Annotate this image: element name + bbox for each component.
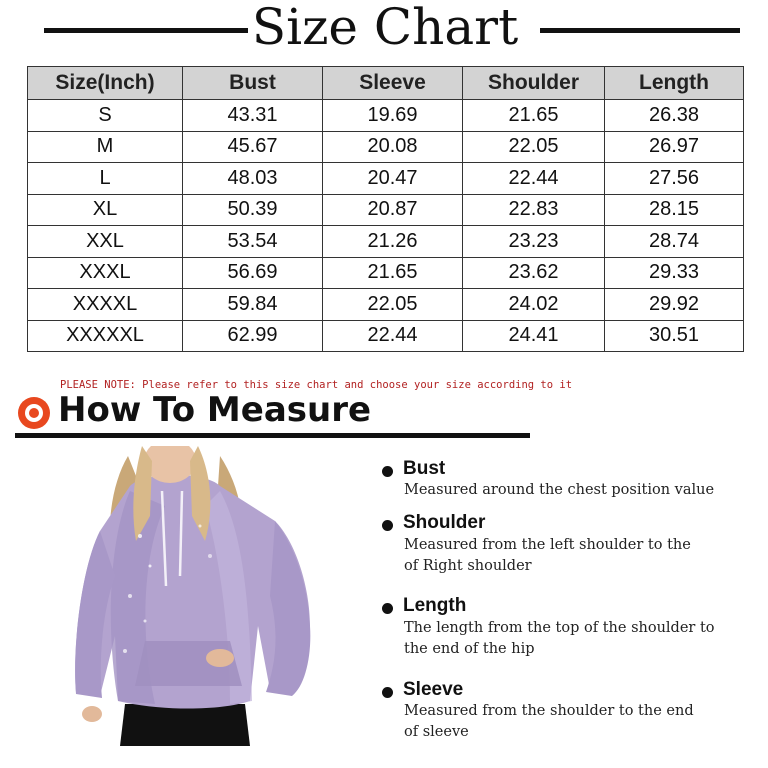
description-line: the end of the hip <box>404 641 535 657</box>
bullet-icon <box>382 466 393 477</box>
sleeve-cell: 22.44 <box>323 320 463 352</box>
shoulder-cell: 24.02 <box>463 289 605 321</box>
size-cell: M <box>28 131 183 163</box>
measure-description <box>404 618 734 660</box>
sleeve-cell: 20.87 <box>323 194 463 226</box>
column-header-size: Size(Inch) <box>28 67 183 100</box>
table-row <box>28 163 744 195</box>
size-chart-header <box>0 0 768 60</box>
length-cell: 30.51 <box>605 320 744 352</box>
bullet-icon <box>382 603 393 614</box>
column-header-sleeve: Sleeve <box>323 67 463 100</box>
bust-cell: 62.99 <box>183 320 323 352</box>
sleeve-cell: 20.47 <box>323 163 463 195</box>
title-rule-right <box>540 28 740 33</box>
bullet-icon <box>382 520 393 531</box>
column-header-shoulder: Shoulder <box>463 67 605 100</box>
measure-title: Bust <box>403 458 446 479</box>
sleeve-cell: 21.26 <box>323 226 463 258</box>
purple-hoodie-model-icon <box>70 446 315 746</box>
bust-cell: 59.84 <box>183 289 323 321</box>
size-cell: XXL <box>28 226 183 258</box>
column-header-bust: Bust <box>183 67 323 100</box>
size-table <box>27 66 744 352</box>
length-cell: 26.38 <box>605 100 744 132</box>
measure-title: Shoulder <box>403 512 486 533</box>
sleeve-cell: 20.08 <box>323 131 463 163</box>
size-note: PLEASE NOTE: Please refer to this size chart and choose your size according to it <box>60 379 573 391</box>
table-row <box>28 320 744 352</box>
section-title: How To Measure <box>58 390 372 430</box>
description-line: Measured from the shoulder to the end <box>404 703 694 719</box>
length-cell: 29.92 <box>605 289 744 321</box>
sleeve-cell: 19.69 <box>323 100 463 132</box>
description-line: of Right shoulder <box>404 558 532 574</box>
bust-cell: 56.69 <box>183 257 323 289</box>
table-row <box>28 289 744 321</box>
measure-title: Sleeve <box>403 679 464 700</box>
table-row <box>28 100 744 132</box>
description-line: The length from the top of the shoulder to <box>404 620 715 636</box>
measure-description <box>404 535 734 577</box>
bust-cell: 50.39 <box>183 194 323 226</box>
bust-cell: 48.03 <box>183 163 323 195</box>
measure-description <box>404 480 734 501</box>
title-rule-left <box>44 28 248 33</box>
page-title: Size Chart <box>251 0 519 56</box>
shoulder-cell: 22.05 <box>463 131 605 163</box>
description-line: Measured around the chest position value <box>404 482 715 498</box>
size-cell: S <box>28 100 183 132</box>
length-cell: 29.33 <box>605 257 744 289</box>
measure-title: Length <box>403 595 467 616</box>
shoulder-cell: 22.44 <box>463 163 605 195</box>
shoulder-cell: 22.83 <box>463 194 605 226</box>
size-cell: XL <box>28 194 183 226</box>
sleeve-cell: 21.65 <box>323 257 463 289</box>
orange-ring-icon <box>18 397 50 429</box>
measure-description <box>404 701 734 743</box>
size-cell: L <box>28 163 183 195</box>
table-row <box>28 194 744 226</box>
table-row <box>28 131 744 163</box>
length-cell: 26.97 <box>605 131 744 163</box>
sleeve-cell: 22.05 <box>323 289 463 321</box>
table-row <box>28 257 744 289</box>
table-header-row <box>28 67 744 100</box>
section-underline <box>15 433 530 438</box>
shoulder-cell: 24.41 <box>463 320 605 352</box>
description-line: of sleeve <box>404 724 469 740</box>
shoulder-cell: 23.62 <box>463 257 605 289</box>
length-cell: 28.74 <box>605 226 744 258</box>
bust-cell: 45.67 <box>183 131 323 163</box>
bust-cell: 53.54 <box>183 226 323 258</box>
size-cell: XXXXL <box>28 289 183 321</box>
length-cell: 27.56 <box>605 163 744 195</box>
column-header-length: Length <box>605 67 744 100</box>
bust-cell: 43.31 <box>183 100 323 132</box>
description-line: Measured from the left shoulder to the <box>404 537 691 553</box>
size-cell: XXXL <box>28 257 183 289</box>
table-row <box>28 226 744 258</box>
length-cell: 28.15 <box>605 194 744 226</box>
shoulder-cell: 21.65 <box>463 100 605 132</box>
bullet-icon <box>382 687 393 698</box>
shoulder-cell: 23.23 <box>463 226 605 258</box>
size-cell: XXXXXL <box>28 320 183 352</box>
